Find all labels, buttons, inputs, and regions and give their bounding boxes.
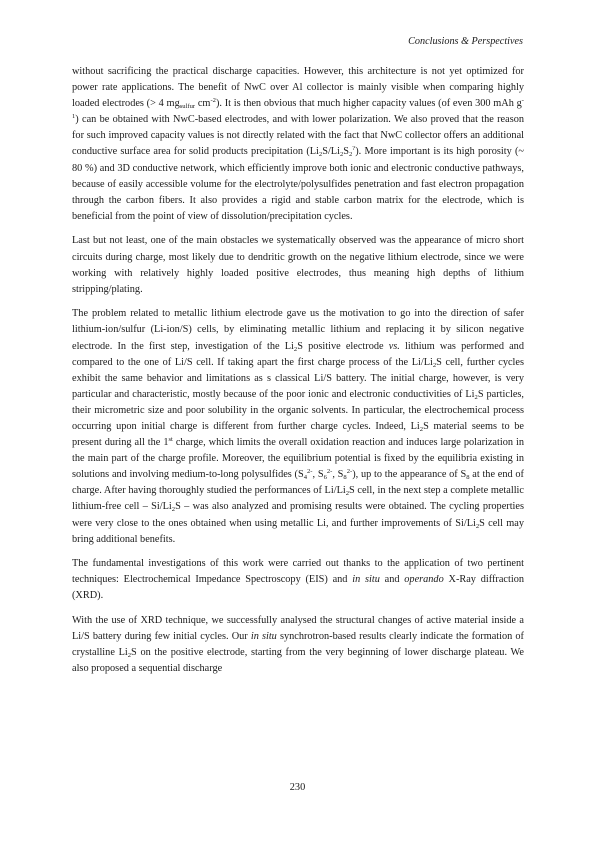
text-run: ) can be obtained with NwC-based electrodes, and with lower polarization. We also proved that the reason for such improved capacity values is not directly related with the fact that NwC collector offers an additional conductive surface area for solid products precipitation (Li <box>72 114 524 158</box>
text-run: 2- <box>346 468 353 476</box>
text-run: ). It is then obvious that much higher capacity values (of even 300 mAh g <box>215 98 522 110</box>
text-run: 2 <box>127 652 132 660</box>
text-run: ), up to the appearance of S <box>352 469 467 481</box>
text-run: , S <box>332 469 344 481</box>
text-run: in situ <box>352 574 380 586</box>
text-run: operando <box>404 574 444 586</box>
text-run: st <box>168 436 173 444</box>
text-run: X-Ray diffraction (XRD). <box>72 574 524 602</box>
text-run: 8 <box>343 474 347 482</box>
text-run: synchrotron-based results clearly indicate the formation of crystalline Li <box>72 631 524 659</box>
text-run: -2 <box>210 97 216 105</box>
text-run: 2 <box>318 151 323 159</box>
text-run: 2 <box>419 425 424 433</box>
text-run: 2 <box>345 490 350 498</box>
text-run: S particles, their micrometric size and poor solubility in the organic solvents. In particular, the electrochemical process occurring upon initial charge is different from further charge cycles. Indeed, Li <box>72 388 524 432</box>
text-run: S/Li <box>322 146 340 158</box>
text-run: 4 <box>303 474 307 482</box>
running-header: Conclusions & Perspectives <box>408 36 523 47</box>
text-run: ). More important is its high porosity (~ 80 %) and 3D conductive network, which efficiently improve both ionic and electronic conductive pathways, because of easily accessible volume for the electrolyte/polysulfides penetration and fast electron propagation through the carbon fibers. It also provides a rigid and stable carbon matrix for the electrode, which is beneficial from the point of view of dissolution/precipitation cycles. <box>72 146 524 222</box>
text-run: charge, which limits the overall oxidation reaction and induces large polarization in the main part of the charge profile. Moreover, the equilibrium potential is fixed by the equilibria existing in solutions and involving medium-to-long polysulfides (S <box>72 437 524 481</box>
text-run: 2 <box>339 151 344 159</box>
text-run: The problem related to metallic lithium electrode gave us the motivation to go into the direction of safer lithium-ion/sulfur (Li-ion/S) cells, by eliminating metallic lithium and replacing it by silicon negative electrode. In the first step, investigation of the Li <box>72 308 524 352</box>
paragraph <box>72 556 524 604</box>
text-run: S cell may bring additional benefits. <box>72 517 525 545</box>
page-number: 230 <box>289 782 306 793</box>
text-run: 2 <box>475 522 480 530</box>
text-run: The fundamental investigations of this work were carried out thanks to the application of two pertinent techniques: Electrochemical Impedance Spectroscopy (EIS) and <box>72 558 524 586</box>
text-run: 8 <box>466 474 470 482</box>
text-run: 2 <box>171 506 176 514</box>
text-run: at the end of charge. After having thoroughly studied the performances of Li/Li <box>72 469 524 497</box>
text-run: and <box>379 574 405 586</box>
text-run: S on the positive electrode, starting from the very beginning of lower discharge plateau. We also proposed a sequential discharge <box>72 647 524 675</box>
text-run: in situ <box>250 631 277 643</box>
text-run: 2 <box>293 345 298 353</box>
text-run: 2 <box>432 361 437 369</box>
body-text <box>72 64 524 686</box>
text-run: 2- <box>307 468 313 476</box>
text-run: S cell, further cycles exhibit the same behavior and limitations as s classical Li/S battery. The initial charge, however, is very particular and characteristic, mostly because of the poor ionic and electronic conductivities of Li <box>72 356 524 400</box>
text-run: cm <box>195 98 211 110</box>
text-run: sulfur <box>179 103 196 111</box>
text-run: S material seems to be present during all the 1 <box>72 420 524 449</box>
text-run: 2 <box>349 151 353 159</box>
paragraph <box>72 233 524 297</box>
text-run: without sacrificing the practical discharge capacities. However, this architecture is not yet optimized for power rate applications. The benefit of NwC over Al collector is mainly visible when comparing highly loaded electrodes (> 4 mg <box>72 66 524 110</box>
text-run: With the use of XRD technique, we successfully analysed the structural changes of active material inside a Li/S battery during few initial cycles. Our <box>72 615 524 643</box>
text-run: Last but not least, one of the main obstacles we systematically observed was the appearance of micro short circuits during charge, most likely due to dendritic growth on the negative lithium electrode, since we were working with relatively highly loaded positive electrodes, thus meaning high depths of lithium stripping/plating. <box>72 235 524 295</box>
paragraph <box>72 306 524 547</box>
text-run: -1 <box>72 97 524 121</box>
paragraph <box>72 613 524 677</box>
text-run: S cell, in the next step a complete metallic lithium-free cell – Si/Li <box>72 485 524 513</box>
text-run: vs. <box>388 340 400 352</box>
text-run: S – was also analyzed and promising results were obtained. The cycling properties were very close to the ones obtained when using metallic Li, and further improvements of Si/Li <box>72 501 524 529</box>
text-run: , S <box>312 469 324 481</box>
text-run: S positive electrode <box>297 340 389 352</box>
text-run: 2- <box>326 468 333 476</box>
text-run: lithium was performed and compared to the one of Li/S cell. If taking apart the first charge process of the Li/Li <box>72 340 524 368</box>
text-run: 6 <box>323 474 327 482</box>
text-run: S <box>343 146 349 158</box>
text-run: 2 <box>474 393 478 401</box>
paragraph <box>72 64 524 225</box>
text-run: ? <box>352 145 356 153</box>
